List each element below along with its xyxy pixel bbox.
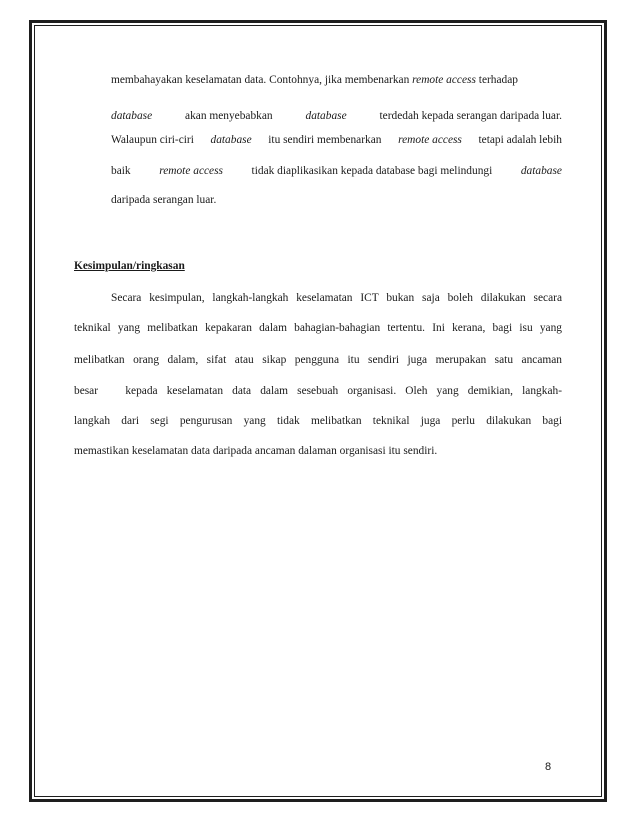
- paragraph-2-line-2: teknikal yang melibatkan kepakaran dalam bahagian-bahagian tertentu. Ini kerana, bagi isu yang: [74, 322, 562, 334]
- paragraph-1-line-1: membahayakan keselamatan data. Contohnya, jika membenarkan remote access terhadap: [111, 74, 518, 86]
- paragraph-1-line-3: Walaupun ciri-ciri database itu sendiri membenarkan remote access tetapi adalah lebih: [111, 134, 562, 146]
- paragraph-1-line-2: database akan menyebabkan database terdedah kepada serangan daripada luar.: [111, 110, 562, 122]
- paragraph-2-line-3: melibatkan orang dalam, sifat atau sikap pengguna itu sendiri juga merupakan satu ancaman: [74, 354, 562, 366]
- paragraph-2-line-5: langkah dari segi pengurusan yang tidak melibatkan teknikal juga perlu dilakukan bagi: [74, 415, 562, 427]
- paragraph-2-line-1: Secara kesimpulan, langkah-langkah keselamatan ICT bukan saja boleh dilakukan secara: [111, 292, 562, 304]
- paragraph-2-line-6: memastikan keselamatan data daripada ancaman dalaman organisasi itu sendiri.: [74, 445, 438, 457]
- section-heading: Kesimpulan/ringkasan: [74, 260, 185, 272]
- paragraph-1-line-4: baik remote access tidak diaplikasikan kepada database bagi melindungi database: [111, 165, 562, 177]
- paragraph-2-line-4: besar kepada keselamatan data dalam sesebuah organisasi. Oleh yang demikian, langkah-: [74, 385, 562, 397]
- paragraph-1-line-5: daripada serangan luar.: [111, 194, 217, 206]
- page-number: 8: [545, 761, 552, 773]
